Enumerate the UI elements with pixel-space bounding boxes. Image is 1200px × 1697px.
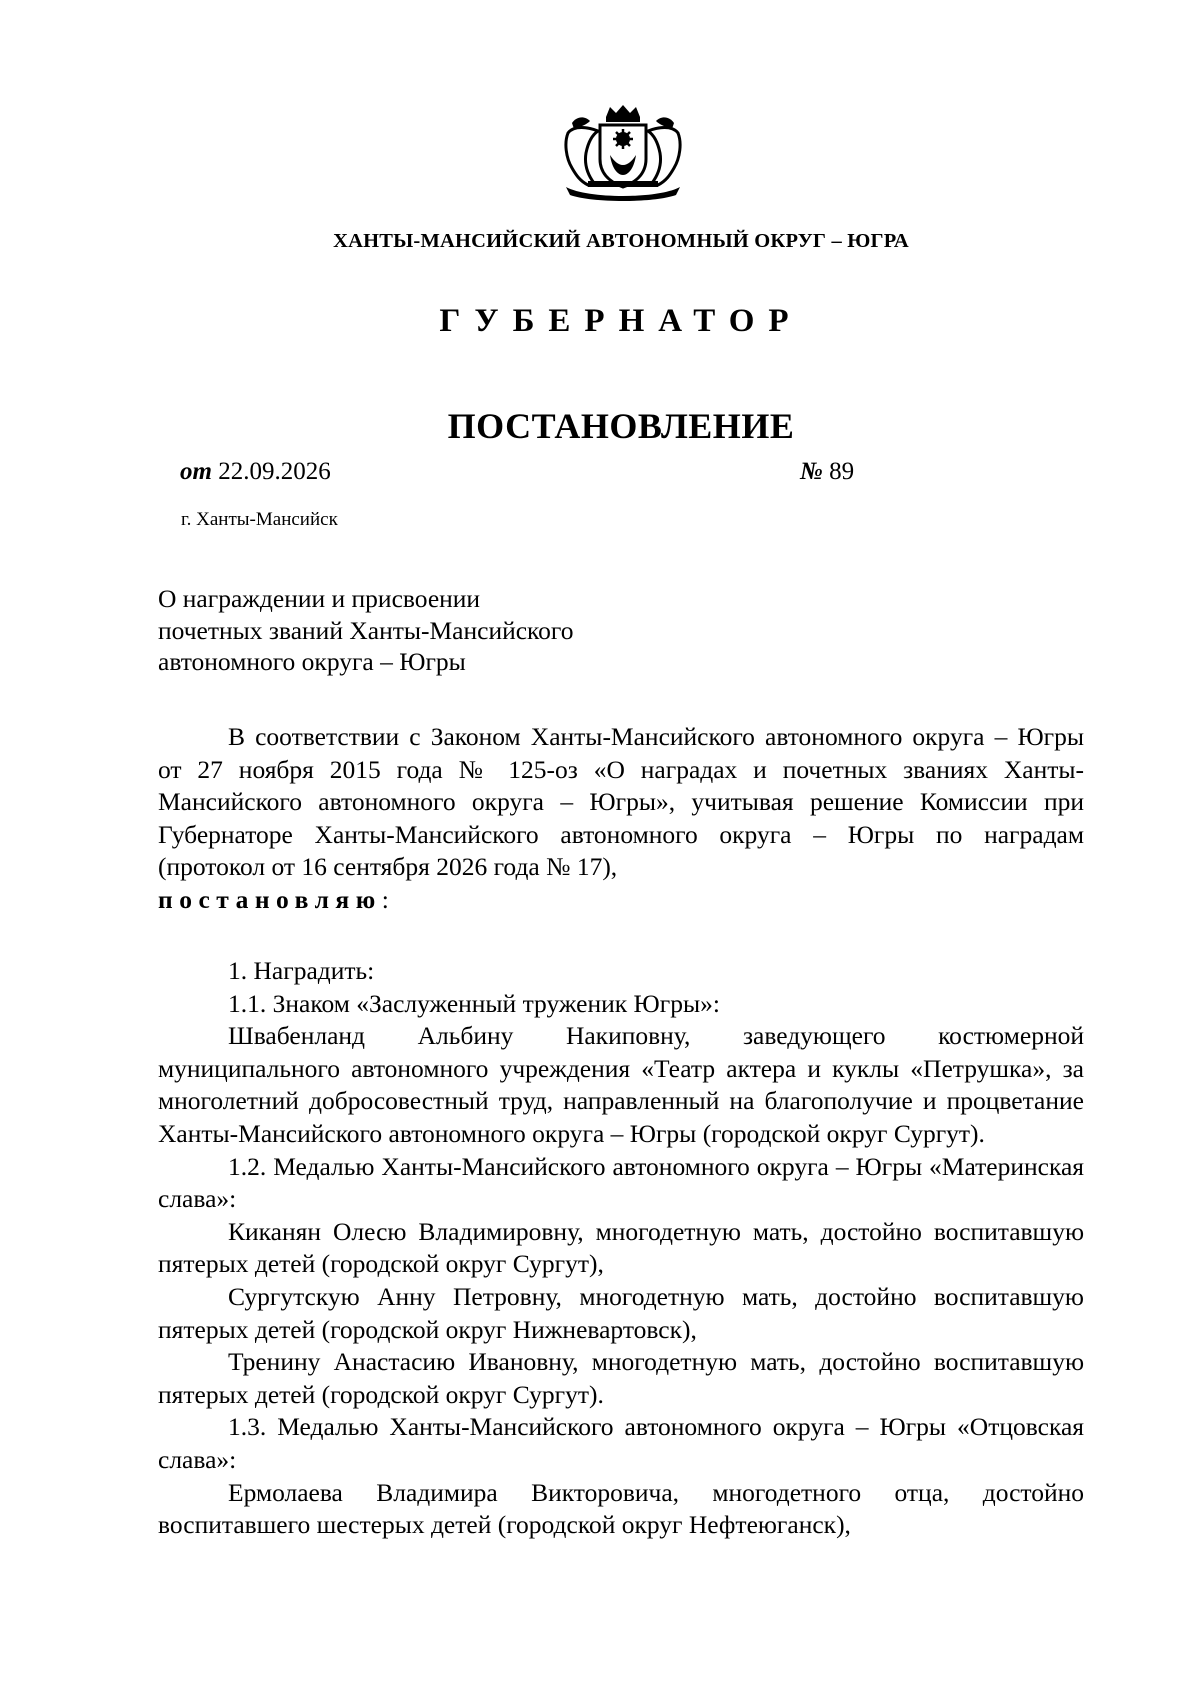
item-1-2-recipient: Тренину Анастасию Ивановну, многодетную мать, достойно воспитавшую пятерых детей (городской округ Сургут).	[158, 1347, 1084, 1409]
coat-of-arms-emblem	[558, 103, 688, 203]
resolve-word: постановляю	[158, 884, 382, 914]
document-subject	[158, 583, 758, 678]
item-1-1-recipient: Швабенланд Альбину Накиповну, заведующего костюмерной муниципального автономного учреждения «Театр актера и куклы «Петрушка», за многолетний добросовестный труд, направленный на благополучие и процветание Ханты-Мансийского автономного округа – Югры (городской округ Сургут).	[158, 1021, 1084, 1148]
item-1: 1. Наградить:	[228, 956, 375, 985]
authority-heading: ГУБЕРНАТОР	[439, 303, 803, 339]
number-prefix: №	[800, 458, 823, 485]
item-1-1: 1.1. Знаком «Заслуженный труженик Югры»:	[228, 988, 720, 1018]
item-1-2-recipient: Киканян Олесю Владимировну, многодетную мать, достойно воспитавшую пятерых детей (городской округ Сургут),	[158, 1216, 1084, 1279]
number-value: 89	[829, 458, 855, 485]
date-value: 22.09.2026	[218, 458, 331, 485]
item-1-2: 1.2. Медалью Ханты-Мансийского автономного округа – Югры «Материнская слава»:	[158, 1151, 1084, 1214]
preamble-text: В соответствии с Законом Ханты-Мансийского автономного округа – Югры от 27 ноября 2015 года № 125-оз «О наградах и почетных званиях Ханты-Мансийского автономного округа – Югры», учитывая решение Комиссии при Губернаторе Ханты-Мансийского автономного округа – Югры по наградам (протокол от 16 сентября 2026 года № 17),	[158, 722, 1084, 882]
decree-items	[158, 955, 1084, 1542]
document-number	[800, 458, 854, 486]
subject-line: О награждении и присвоении	[158, 584, 481, 613]
preamble	[158, 721, 1084, 917]
subject-line: автономного округа – Югры	[158, 647, 466, 676]
date-prefix: от	[180, 458, 212, 485]
document-place: г. Ханты-Мансийск	[181, 509, 338, 530]
preamble-paragraph	[158, 721, 1084, 917]
item-1-3: 1.3. Медалью Ханты-Мансийского автономного округа – Югры «Отцовская слава»:	[158, 1412, 1084, 1474]
document-date	[180, 458, 331, 486]
region-heading: ХАНТЫ-МАНСИЙСКИЙ АВТОНОМНЫЙ ОКРУГ – ЮГРА	[333, 230, 909, 252]
document-type-heading: ПОСТАНОВЛЕНИЕ	[447, 406, 795, 446]
subject-line: почетных званий Ханты-Мансийского	[158, 615, 574, 645]
resolve-colon: :	[381, 884, 389, 914]
item-1-3-recipient: Ермолаева Владимира Викторовича, многодетного отца, достойно воспитавшего шестерых детей (городской округ Нефтеюганск),	[158, 1477, 1084, 1540]
item-1-2-recipient: Сургутскую Анну Петровну, многодетную мать, достойно воспитавшую пятерых детей (городской округ Нижневартовск),	[158, 1281, 1084, 1344]
